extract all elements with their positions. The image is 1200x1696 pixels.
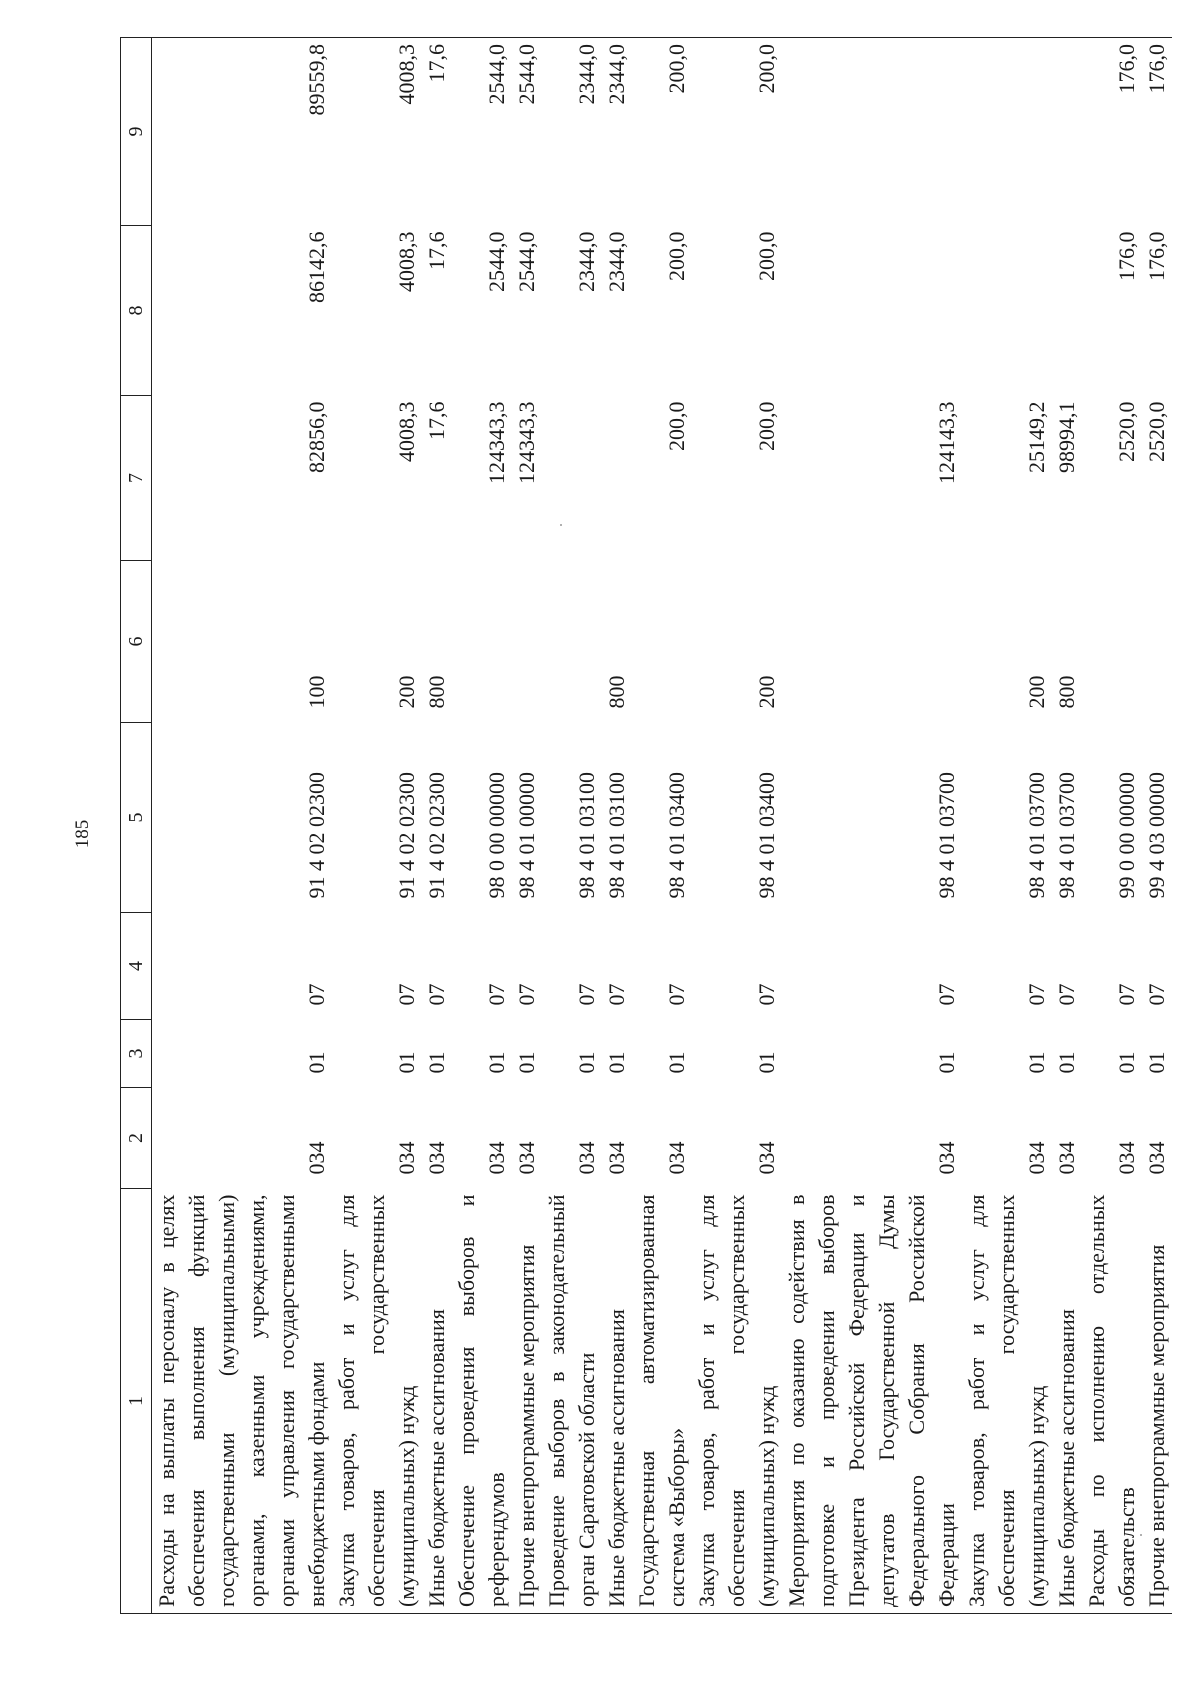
cell-expense-type: 800 <box>604 675 629 709</box>
cell-amount-year1: 124143,3 <box>934 401 959 484</box>
cell-amount-year1: 17,6 <box>424 401 449 440</box>
row-description: Иные бюджетные ассигнования <box>1052 1189 1082 1614</box>
column-header: 1 <box>121 1189 152 1614</box>
cell-subsection: 07 <box>934 983 959 1006</box>
cell-section: 01 <box>484 1051 509 1074</box>
row-description: Иные бюджетные ассигнования <box>602 1189 632 1614</box>
row-description: Расходы на выплаты персоналу в целях обеспечения выполнения функций государственными (муниципальными) органами, казенными учреждениями, органами управления государственными внебюджетными фондами <box>152 1189 333 1614</box>
cell-amount-year1: 124343,3 <box>484 401 509 484</box>
cell-section: 01 <box>664 1051 689 1074</box>
cell-amount-year3: 17,6 <box>422 38 452 226</box>
cell-code: 034 <box>514 1141 539 1175</box>
cell-section: 01 <box>1024 1051 1049 1074</box>
cell-amount-year1: 82856,0 <box>304 401 329 473</box>
cell-section: 01 <box>1054 1051 1079 1074</box>
cell-code: 034 <box>754 1141 779 1175</box>
cell-amount-year3: 2544,0 <box>452 38 512 226</box>
cell-section: 01 <box>604 1051 629 1074</box>
cell-amount-year3: 89559,8 <box>152 38 333 226</box>
budget-table <box>120 37 1172 1614</box>
row-description: Закупка товаров, работ и услуг для обеспечения государственных (муниципальных) нужд <box>962 1189 1052 1614</box>
cell-amount-year2: 200,0 <box>664 231 689 281</box>
page-number: 185 <box>72 819 93 849</box>
cell-target-article: 98 4 01 03400 <box>754 772 779 899</box>
cell-subsection: 07 <box>1024 983 1049 1006</box>
cell-target-article: 98 0 00 00000 <box>484 772 509 899</box>
cell-expense-type: 800 <box>424 675 449 709</box>
cell-amount-year2: 86142,6 <box>304 231 329 303</box>
cell-amount-year1: 200,0 <box>754 401 779 451</box>
row-description: Иные бюджетные ассигнования <box>422 1189 452 1614</box>
cell-expense-type: 100 <box>304 675 329 709</box>
cell-amount-year3: 2344,0 <box>602 38 632 226</box>
cell-amount-year1: 4008,3 <box>394 401 419 462</box>
cell-expense-type <box>632 561 692 723</box>
cell-amount-year2 <box>782 226 962 396</box>
cell-target-article: 98 4 01 03100 <box>604 772 629 899</box>
cell-subsection: 07 <box>484 983 509 1006</box>
row-description: Закупка товаров, работ и услуг для обеспечения государственных (муниципальных) нужд <box>332 1189 422 1614</box>
cell-subsection: 07 <box>1114 983 1139 1006</box>
cell-amount-year1: 25149,2 <box>1024 401 1049 473</box>
table-row <box>782 38 962 1614</box>
row-description: Прочие внепрограммные мероприятия <box>1142 1189 1172 1614</box>
column-header: 3 <box>121 1020 152 1088</box>
cell-code: 034 <box>394 1141 419 1175</box>
cell-amount-year2: 200,0 <box>754 231 779 281</box>
scan-speck <box>1140 1534 1142 1536</box>
cell-amount-year1: 2520,0 <box>1114 401 1139 462</box>
cell-amount-year3: 200,0 <box>692 38 782 226</box>
cell-code: 034 <box>1114 1141 1139 1175</box>
cell-subsection: 07 <box>664 983 689 1006</box>
column-header: 7 <box>121 396 152 561</box>
row-description: Расходы по исполнению отдельных обязательств <box>1082 1189 1142 1614</box>
cell-section: 01 <box>934 1051 959 1074</box>
row-description: Государственная автоматизированная система «Выборы» <box>632 1189 692 1614</box>
cell-expense-type <box>1142 561 1172 723</box>
cell-subsection: 07 <box>424 983 449 1006</box>
table-row <box>152 38 333 1614</box>
cell-target-article: 98 4 01 03100 <box>574 772 599 899</box>
cell-amount-year2: 2344,0 <box>574 231 599 292</box>
cell-amount-year2: 2544,0 <box>514 231 539 292</box>
cell-amount-year3 <box>962 38 1052 226</box>
cell-amount-year1 <box>542 396 602 561</box>
cell-target-article: 98 4 01 03700 <box>934 772 959 899</box>
table-header <box>121 38 152 1614</box>
cell-amount-year1: 124343,3 <box>514 401 539 484</box>
cell-target-article: 98 4 01 03700 <box>1054 772 1079 899</box>
cell-code: 034 <box>424 1141 449 1175</box>
scan-speck <box>560 524 562 526</box>
table-row <box>602 38 632 1614</box>
cell-amount-year3: 176,0 <box>1082 38 1142 226</box>
cell-section: 01 <box>394 1051 419 1074</box>
cell-amount-year3: 4008,3 <box>332 38 422 226</box>
row-description: Мероприятия по оказанию содействия в подготовке и проведении выборов Президента Российской Федерации и депутатов Государственной Думы Федерального Собрания Российской Федерации <box>782 1189 962 1614</box>
cell-subsection: 07 <box>394 983 419 1006</box>
cell-target-article: 91 4 02 02300 <box>424 772 449 899</box>
table-row <box>962 38 1052 1614</box>
cell-amount-year3: 2344,0 <box>542 38 602 226</box>
cell-code: 034 <box>1144 1141 1169 1175</box>
cell-section: 01 <box>424 1051 449 1074</box>
column-header: 5 <box>121 723 152 913</box>
cell-expense-type: 800 <box>1054 675 1079 709</box>
cell-expense-type <box>542 561 602 723</box>
table-row <box>332 38 422 1614</box>
cell-section: 01 <box>1114 1051 1139 1074</box>
column-header: 6 <box>121 561 152 723</box>
table-row <box>632 38 692 1614</box>
cell-target-article: 91 4 02 02300 <box>304 772 329 899</box>
cell-section: 01 <box>514 1051 539 1074</box>
cell-amount-year2: 176,0 <box>1114 231 1139 281</box>
cell-target-article: 98 4 01 00000 <box>514 772 539 899</box>
cell-amount-year2: 4008,3 <box>394 231 419 292</box>
table-row <box>1052 38 1082 1614</box>
row-description: Обеспечение проведения выборов и референдумов <box>452 1189 512 1614</box>
row-description: Прочие внепрограммные мероприятия <box>512 1189 542 1614</box>
column-header: 9 <box>121 38 152 226</box>
cell-subsection: 07 <box>604 983 629 1006</box>
cell-expense-type <box>452 561 512 723</box>
cell-expense-type: 200 <box>754 675 779 709</box>
cell-section: 01 <box>754 1051 779 1074</box>
cell-amount-year3 <box>1052 38 1082 226</box>
cell-subsection: 07 <box>754 983 779 1006</box>
cell-amount-year3 <box>782 38 962 226</box>
column-header: 8 <box>121 226 152 396</box>
cell-subsection: 07 <box>1144 983 1169 1006</box>
column-header: 4 <box>121 913 152 1020</box>
cell-section: 01 <box>574 1051 599 1074</box>
cell-code: 034 <box>604 1141 629 1175</box>
cell-expense-type <box>512 561 542 723</box>
cell-amount-year2: 176,0 <box>1144 231 1169 281</box>
cell-code: 034 <box>1024 1141 1049 1175</box>
column-header: 2 <box>121 1088 152 1189</box>
table-row <box>692 38 782 1614</box>
row-description: Закупка товаров, работ и услуг для обеспечения государственных (муниципальных) нужд <box>692 1189 782 1614</box>
cell-target-article: 99 0 00 00000 <box>1114 772 1139 899</box>
cell-subsection: 07 <box>304 983 329 1006</box>
cell-expense-type <box>1082 561 1142 723</box>
cell-amount-year2 <box>1052 226 1082 396</box>
cell-code: 034 <box>1054 1141 1079 1175</box>
cell-amount-year1: 2520,0 <box>1144 401 1169 462</box>
cell-section: 01 <box>304 1051 329 1074</box>
cell-amount-year3: 2544,0 <box>512 38 542 226</box>
table-body <box>152 38 1173 1614</box>
cell-code: 034 <box>304 1141 329 1175</box>
row-description: Проведение выборов в законодательный орган Саратовской области <box>542 1189 602 1614</box>
cell-code: 034 <box>484 1141 509 1175</box>
cell-section: 01 <box>1144 1051 1169 1074</box>
cell-code: 034 <box>934 1141 959 1175</box>
cell-expense-type: 200 <box>1024 675 1049 709</box>
cell-amount-year2: 2544,0 <box>484 231 509 292</box>
cell-subsection: 07 <box>1054 983 1079 1006</box>
cell-amount-year2 <box>962 226 1052 396</box>
cell-amount-year1: 98994,1 <box>1054 401 1079 473</box>
table-row <box>452 38 512 1614</box>
cell-subsection: 07 <box>574 983 599 1006</box>
cell-amount-year3: 200,0 <box>632 38 692 226</box>
cell-amount-year3: 176,0 <box>1142 38 1172 226</box>
cell-amount-year1: 200,0 <box>664 401 689 451</box>
cell-subsection: 07 <box>514 983 539 1006</box>
cell-amount-year2: 17,6 <box>424 231 449 270</box>
table-row <box>512 38 542 1614</box>
cell-target-article: 98 4 01 03700 <box>1024 772 1049 899</box>
cell-target-article: 91 4 02 02300 <box>394 772 419 899</box>
cell-amount-year2: 2344,0 <box>604 231 629 292</box>
cell-target-article: 98 4 01 03400 <box>664 772 689 899</box>
table-row <box>1082 38 1142 1614</box>
table-row <box>1142 38 1172 1614</box>
table-row <box>542 38 602 1614</box>
cell-expense-type: 200 <box>394 675 419 709</box>
cell-code: 034 <box>664 1141 689 1175</box>
cell-expense-type <box>782 561 962 723</box>
cell-target-article: 99 4 03 00000 <box>1144 772 1169 899</box>
table-row <box>422 38 452 1614</box>
cell-code: 034 <box>574 1141 599 1175</box>
cell-amount-year1 <box>602 396 632 561</box>
